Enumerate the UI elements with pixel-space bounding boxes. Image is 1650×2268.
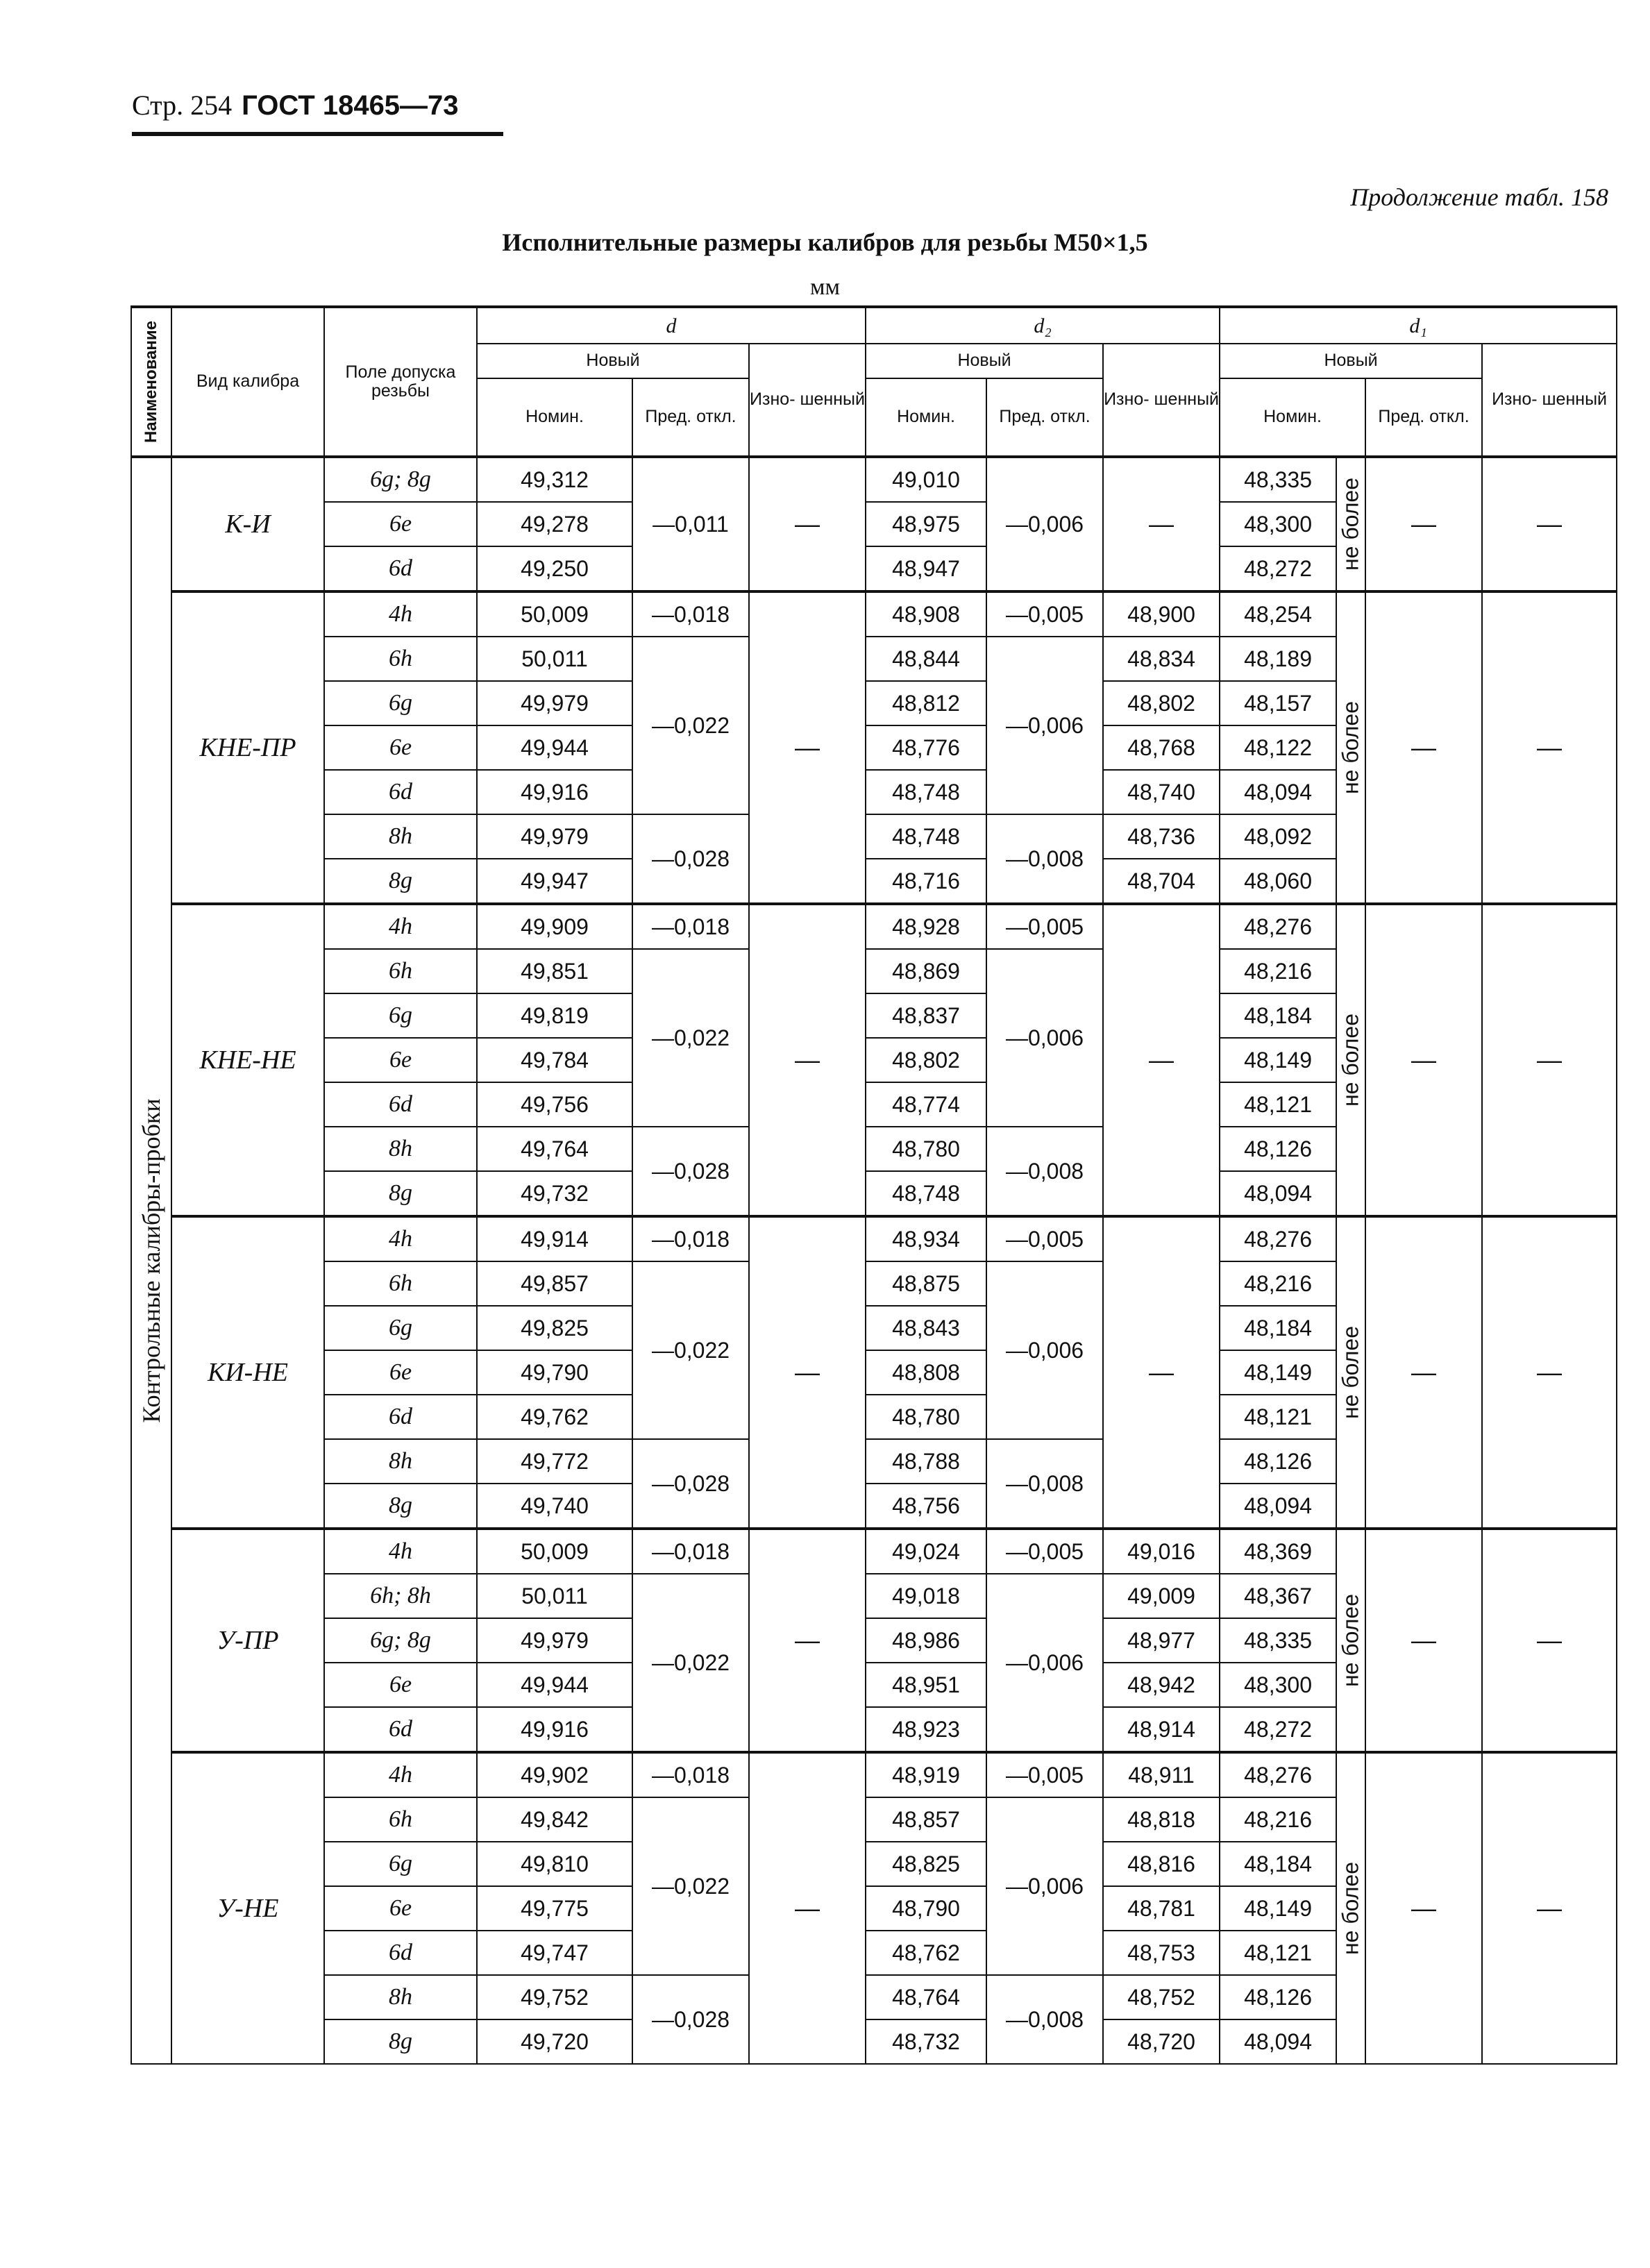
header-rule	[132, 132, 503, 136]
d2-worn: 49,016	[1103, 1529, 1220, 1574]
header-naimenovanie: Наименование	[131, 307, 171, 457]
d-nominal: 49,944	[477, 1663, 632, 1707]
d1-deviation: —	[1365, 591, 1482, 904]
tolerance-field: 6g; 8g	[324, 457, 477, 502]
gauge-type: К-И	[171, 457, 324, 591]
units-label: мм	[809, 274, 841, 300]
d1-deviation: —	[1365, 1216, 1482, 1529]
d-deviation: —0,018	[632, 904, 749, 949]
header-d-deviation: Пред. откл.	[632, 378, 749, 457]
tolerance-field: 6d	[324, 1082, 477, 1127]
d2-nominal: 49,018	[866, 1574, 986, 1618]
d-nominal: 49,756	[477, 1082, 632, 1127]
d2-nominal: 48,837	[866, 993, 986, 1038]
d2-nominal: 48,928	[866, 904, 986, 949]
tolerance-field: 6d	[324, 1707, 477, 1752]
d2-deviation: —0,006	[986, 1574, 1103, 1752]
d1-nominal: 48,149	[1220, 1350, 1336, 1395]
tolerance-field: 8h	[324, 814, 477, 859]
d1-worn: —	[1482, 457, 1617, 591]
page-header	[132, 89, 459, 121]
d2-worn: 48,911	[1103, 1752, 1220, 1797]
d2-worn: 48,740	[1103, 770, 1220, 814]
d1-nominal: 48,216	[1220, 1797, 1336, 1842]
d-nominal: 49,944	[477, 725, 632, 770]
d2-nominal: 48,780	[866, 1127, 986, 1171]
tolerance-field: 6e	[324, 725, 477, 770]
d-deviation: —0,028	[632, 814, 749, 904]
d1-nominal: 48,121	[1220, 1931, 1336, 1975]
header-d1-worn: Изно- шенный	[1482, 344, 1617, 457]
table-row	[131, 591, 1617, 637]
d2-worn: 48,752	[1103, 1975, 1220, 2019]
header-d1: d₁	[1220, 307, 1617, 344]
d1-worn: —	[1482, 591, 1617, 904]
not-more-note: не более	[1336, 1529, 1365, 1752]
d-deviation: —0,028	[632, 1439, 749, 1529]
d-deviation: —0,028	[632, 1127, 749, 1216]
d-nominal: 49,740	[477, 1484, 632, 1529]
tolerance-field: 8g	[324, 1171, 477, 1216]
d2-worn: —	[1103, 904, 1220, 1216]
d1-nominal: 48,216	[1220, 1261, 1336, 1306]
tolerance-field: 4h	[324, 1752, 477, 1797]
d2-nominal: 48,844	[866, 637, 986, 681]
d-worn: —	[749, 457, 866, 591]
d1-nominal: 48,126	[1220, 1439, 1336, 1484]
d2-deviation: —0,005	[986, 1752, 1103, 1797]
d1-nominal: 48,335	[1220, 1618, 1336, 1663]
d1-nominal: 48,121	[1220, 1395, 1336, 1439]
d-deviation: —0,022	[632, 1574, 749, 1752]
d-nominal: 49,979	[477, 681, 632, 725]
tolerance-field: 6h	[324, 1797, 477, 1842]
tolerance-field: 8g	[324, 1484, 477, 1529]
gauge-type: КНЕ-НЕ	[171, 904, 324, 1216]
d1-nominal: 48,367	[1220, 1574, 1336, 1618]
tolerance-field: 6e	[324, 1886, 477, 1931]
d2-nominal: 48,951	[866, 1663, 986, 1707]
d1-nominal: 48,094	[1220, 770, 1336, 814]
d-nominal: 49,784	[477, 1038, 632, 1082]
d1-deviation: —	[1365, 904, 1482, 1216]
d-nominal: 50,011	[477, 1574, 632, 1618]
tolerance-field: 6h	[324, 637, 477, 681]
header-d1-new: Новый	[1220, 344, 1482, 378]
d1-nominal: 48,272	[1220, 546, 1336, 591]
d1-nominal: 48,300	[1220, 1663, 1336, 1707]
d1-nominal: 48,157	[1220, 681, 1336, 725]
d-nominal: 49,916	[477, 1707, 632, 1752]
d2-nominal: 48,756	[866, 1484, 986, 1529]
header-d2-worn: Изно- шенный	[1103, 344, 1220, 457]
d-nominal: 49,250	[477, 546, 632, 591]
page-number: Стр. 254	[132, 90, 233, 121]
d2-nominal: 48,843	[866, 1306, 986, 1350]
table-body	[131, 457, 1617, 2064]
d2-nominal: 48,934	[866, 1216, 986, 1261]
d2-nominal: 48,776	[866, 725, 986, 770]
header-d2-deviation: Пред. откл.	[986, 378, 1103, 457]
d2-worn: 48,720	[1103, 2019, 1220, 2064]
d2-deviation: —0,006	[986, 637, 1103, 814]
d1-nominal: 48,254	[1220, 591, 1336, 637]
d2-worn: 48,816	[1103, 1842, 1220, 1886]
tolerance-field: 6e	[324, 1663, 477, 1707]
d2-worn: 48,768	[1103, 725, 1220, 770]
tolerance-field: 8g	[324, 859, 477, 904]
d2-nominal: 48,732	[866, 2019, 986, 2064]
d-nominal: 49,914	[477, 1216, 632, 1261]
tolerance-field: 6h; 8h	[324, 1574, 477, 1618]
d-deviation: —0,022	[632, 1797, 749, 1975]
d2-nominal: 48,986	[866, 1618, 986, 1663]
d-nominal: 49,909	[477, 904, 632, 949]
tolerance-field: 6e	[324, 1350, 477, 1395]
header-field: Поле допуска резьбы	[324, 307, 477, 457]
d1-nominal: 48,300	[1220, 502, 1336, 546]
header-type: Вид калибра	[171, 307, 324, 457]
d1-worn: —	[1482, 904, 1617, 1216]
d-nominal: 49,825	[477, 1306, 632, 1350]
d2-deviation: —0,006	[986, 1261, 1103, 1439]
d2-worn: 48,942	[1103, 1663, 1220, 1707]
d1-nominal: 48,276	[1220, 1216, 1336, 1261]
d1-nominal: 48,094	[1220, 1484, 1336, 1529]
d1-worn: —	[1482, 1216, 1617, 1529]
table-row	[131, 1752, 1617, 1797]
d1-nominal: 48,216	[1220, 949, 1336, 993]
d1-deviation: —	[1365, 457, 1482, 591]
d1-nominal: 48,092	[1220, 814, 1336, 859]
d2-nominal: 48,875	[866, 1261, 986, 1306]
tolerance-field: 4h	[324, 591, 477, 637]
d1-nominal: 48,276	[1220, 1752, 1336, 1797]
d1-nominal: 48,094	[1220, 2019, 1336, 2064]
tolerance-field: 6h	[324, 1261, 477, 1306]
d2-nominal: 49,024	[866, 1529, 986, 1574]
d-nominal: 49,312	[477, 457, 632, 502]
header-d2-new: Новый	[866, 344, 1103, 378]
d2-deviation: —0,006	[986, 457, 1103, 591]
d2-nominal: 48,857	[866, 1797, 986, 1842]
d1-nominal: 48,189	[1220, 637, 1336, 681]
d-nominal: 49,772	[477, 1439, 632, 1484]
d-nominal: 49,916	[477, 770, 632, 814]
d2-nominal: 48,764	[866, 1975, 986, 2019]
d2-nominal: 48,780	[866, 1395, 986, 1439]
not-more-note: не более	[1336, 591, 1365, 904]
gauge-dimensions-table	[131, 305, 1617, 2065]
d2-worn: 48,834	[1103, 637, 1220, 681]
not-more-note: не более	[1336, 1216, 1365, 1529]
d2-nominal: 48,812	[866, 681, 986, 725]
d1-nominal: 48,276	[1220, 904, 1336, 949]
tolerance-field: 6e	[324, 1038, 477, 1082]
table-row	[131, 457, 1617, 502]
d-nominal: 50,009	[477, 591, 632, 637]
gauge-type: У-ПР	[171, 1529, 324, 1752]
d-deviation: —0,028	[632, 1975, 749, 2064]
d2-nominal: 48,788	[866, 1439, 986, 1484]
d1-worn: —	[1482, 1529, 1617, 1752]
d-nominal: 49,764	[477, 1127, 632, 1171]
gauge-type: КНЕ-ПР	[171, 591, 324, 904]
header-d2: d₂	[866, 307, 1220, 344]
d1-nominal: 48,149	[1220, 1038, 1336, 1082]
d2-nominal: 48,762	[866, 1931, 986, 1975]
d1-nominal: 48,184	[1220, 1306, 1336, 1350]
d1-nominal: 48,149	[1220, 1886, 1336, 1931]
d1-nominal: 48,335	[1220, 457, 1336, 502]
header-d1-deviation: Пред. откл.	[1365, 378, 1482, 457]
d2-worn: 48,802	[1103, 681, 1220, 725]
d2-deviation: —0,008	[986, 1439, 1103, 1529]
d-nominal: 49,810	[477, 1842, 632, 1886]
d2-nominal: 48,716	[866, 859, 986, 904]
d-worn: —	[749, 591, 866, 904]
d1-deviation: —	[1365, 1752, 1482, 2064]
d2-nominal: 48,908	[866, 591, 986, 637]
tolerance-field: 6g	[324, 993, 477, 1038]
d2-deviation: —0,006	[986, 949, 1103, 1127]
d2-deviation: —0,005	[986, 591, 1103, 637]
tolerance-field: 6g	[324, 681, 477, 725]
tolerance-field: 6g	[324, 1306, 477, 1350]
d-nominal: 49,775	[477, 1886, 632, 1931]
d-worn: —	[749, 1529, 866, 1752]
tolerance-field: 6e	[324, 502, 477, 546]
d2-worn: 49,009	[1103, 1574, 1220, 1618]
d-worn: —	[749, 1752, 866, 2064]
table-row	[131, 904, 1617, 949]
d1-nominal: 48,184	[1220, 1842, 1336, 1886]
d1-nominal: 48,121	[1220, 1082, 1336, 1127]
d2-nominal: 48,808	[866, 1350, 986, 1395]
d1-nominal: 48,060	[1220, 859, 1336, 904]
d2-nominal: 48,748	[866, 770, 986, 814]
d2-worn: —	[1103, 1216, 1220, 1529]
d-deviation: —0,022	[632, 1261, 749, 1439]
d2-nominal: 48,748	[866, 814, 986, 859]
d-nominal: 50,009	[477, 1529, 632, 1574]
table-row	[131, 1529, 1617, 1574]
d-worn: —	[749, 1216, 866, 1529]
tolerance-field: 6g; 8g	[324, 1618, 477, 1663]
not-more-note: не более	[1336, 904, 1365, 1216]
d1-nominal: 48,094	[1220, 1171, 1336, 1216]
d2-nominal: 48,774	[866, 1082, 986, 1127]
d1-deviation: —	[1365, 1529, 1482, 1752]
d-deviation: —0,018	[632, 1529, 749, 1574]
d-nominal: 49,979	[477, 1618, 632, 1663]
d-nominal: 49,819	[477, 993, 632, 1038]
d-deviation: —0,022	[632, 949, 749, 1127]
tolerance-field: 6d	[324, 546, 477, 591]
d2-worn: 48,753	[1103, 1931, 1220, 1975]
d2-nominal: 48,825	[866, 1842, 986, 1886]
header-d: d	[477, 307, 866, 344]
d2-nominal: 48,748	[866, 1171, 986, 1216]
d2-nominal: 49,010	[866, 457, 986, 502]
tolerance-field: 4h	[324, 1529, 477, 1574]
d2-nominal: 48,790	[866, 1886, 986, 1931]
d2-deviation: —0,005	[986, 1529, 1103, 1574]
header-d-worn: Изно- шенный	[749, 344, 866, 457]
d2-nominal: 48,919	[866, 1752, 986, 1797]
d-nominal: 49,842	[477, 1797, 632, 1842]
d-nominal: 49,747	[477, 1931, 632, 1975]
d1-nominal: 48,184	[1220, 993, 1336, 1038]
d-deviation: —0,018	[632, 1752, 749, 1797]
not-more-note: не более	[1336, 1752, 1365, 2064]
d1-nominal: 48,272	[1220, 1707, 1336, 1752]
tolerance-field: 8h	[324, 1127, 477, 1171]
tolerance-field: 6h	[324, 949, 477, 993]
d2-deviation: —0,008	[986, 814, 1103, 904]
continuation-note: Продолжение табл. 158	[1350, 183, 1608, 211]
d2-nominal: 48,947	[866, 546, 986, 591]
d2-worn: 48,781	[1103, 1886, 1220, 1931]
d2-deviation: —0,005	[986, 904, 1103, 949]
tolerance-field: 6d	[324, 1395, 477, 1439]
d-nominal: 49,278	[477, 502, 632, 546]
d1-nominal: 48,126	[1220, 1127, 1336, 1171]
header-d1-nominal: Номин.	[1220, 378, 1365, 457]
d2-nominal: 48,923	[866, 1707, 986, 1752]
d-nominal: 49,790	[477, 1350, 632, 1395]
tolerance-field: 8h	[324, 1439, 477, 1484]
gauge-type: У-НЕ	[171, 1752, 324, 2064]
table-title: Исполнительные размеры калибров для резьбы М50×1,5	[502, 228, 1148, 256]
d2-deviation: —0,006	[986, 1797, 1103, 1975]
d-deviation: —0,018	[632, 1216, 749, 1261]
d2-worn: 48,914	[1103, 1707, 1220, 1752]
header-d2-nominal: Номин.	[866, 378, 986, 457]
d-nominal: 49,947	[477, 859, 632, 904]
d-nominal: 49,857	[477, 1261, 632, 1306]
tolerance-field: 8g	[324, 2019, 477, 2064]
header-d-nominal: Номин.	[477, 378, 632, 457]
d-worn: —	[749, 904, 866, 1216]
d2-worn: 48,977	[1103, 1618, 1220, 1663]
d-deviation: —0,018	[632, 591, 749, 637]
d2-worn: 48,818	[1103, 1797, 1220, 1842]
d-deviation: —0,011	[632, 457, 749, 591]
standard-code: ГОСТ 18465—73	[242, 90, 459, 121]
d1-worn: —	[1482, 1752, 1617, 2064]
d2-worn: 48,736	[1103, 814, 1220, 859]
d-nominal: 49,720	[477, 2019, 632, 2064]
d2-nominal: 48,869	[866, 949, 986, 993]
d-nominal: 49,752	[477, 1975, 632, 2019]
d1-nominal: 48,122	[1220, 725, 1336, 770]
d-deviation: —0,022	[632, 637, 749, 814]
d2-nominal: 48,975	[866, 502, 986, 546]
tolerance-field: 6g	[324, 1842, 477, 1886]
d-nominal: 49,902	[477, 1752, 632, 1797]
group-label: Контрольные калибры-пробки	[131, 457, 171, 2064]
d-nominal: 49,762	[477, 1395, 632, 1439]
not-more-note: не более	[1336, 457, 1365, 591]
d1-nominal: 48,126	[1220, 1975, 1336, 2019]
tolerance-field: 8h	[324, 1975, 477, 2019]
d-nominal: 49,979	[477, 814, 632, 859]
d2-worn: 48,704	[1103, 859, 1220, 904]
header-d-new: Новый	[477, 344, 749, 378]
d2-deviation: —0,008	[986, 1127, 1103, 1216]
d1-nominal: 48,369	[1220, 1529, 1336, 1574]
d2-deviation: —0,005	[986, 1216, 1103, 1261]
tolerance-field: 6d	[324, 1931, 477, 1975]
d2-worn: 48,900	[1103, 591, 1220, 637]
tolerance-field: 4h	[324, 1216, 477, 1261]
tolerance-field: 4h	[324, 904, 477, 949]
d-nominal: 49,732	[477, 1171, 632, 1216]
d2-nominal: 48,802	[866, 1038, 986, 1082]
table-wrapper	[131, 305, 1617, 2065]
d-nominal: 50,011	[477, 637, 632, 681]
d2-deviation: —0,008	[986, 1975, 1103, 2064]
tolerance-field: 6d	[324, 770, 477, 814]
d2-worn: —	[1103, 457, 1220, 591]
d-nominal: 49,851	[477, 949, 632, 993]
table-row	[131, 1216, 1617, 1261]
gauge-type: КИ-НЕ	[171, 1216, 324, 1529]
